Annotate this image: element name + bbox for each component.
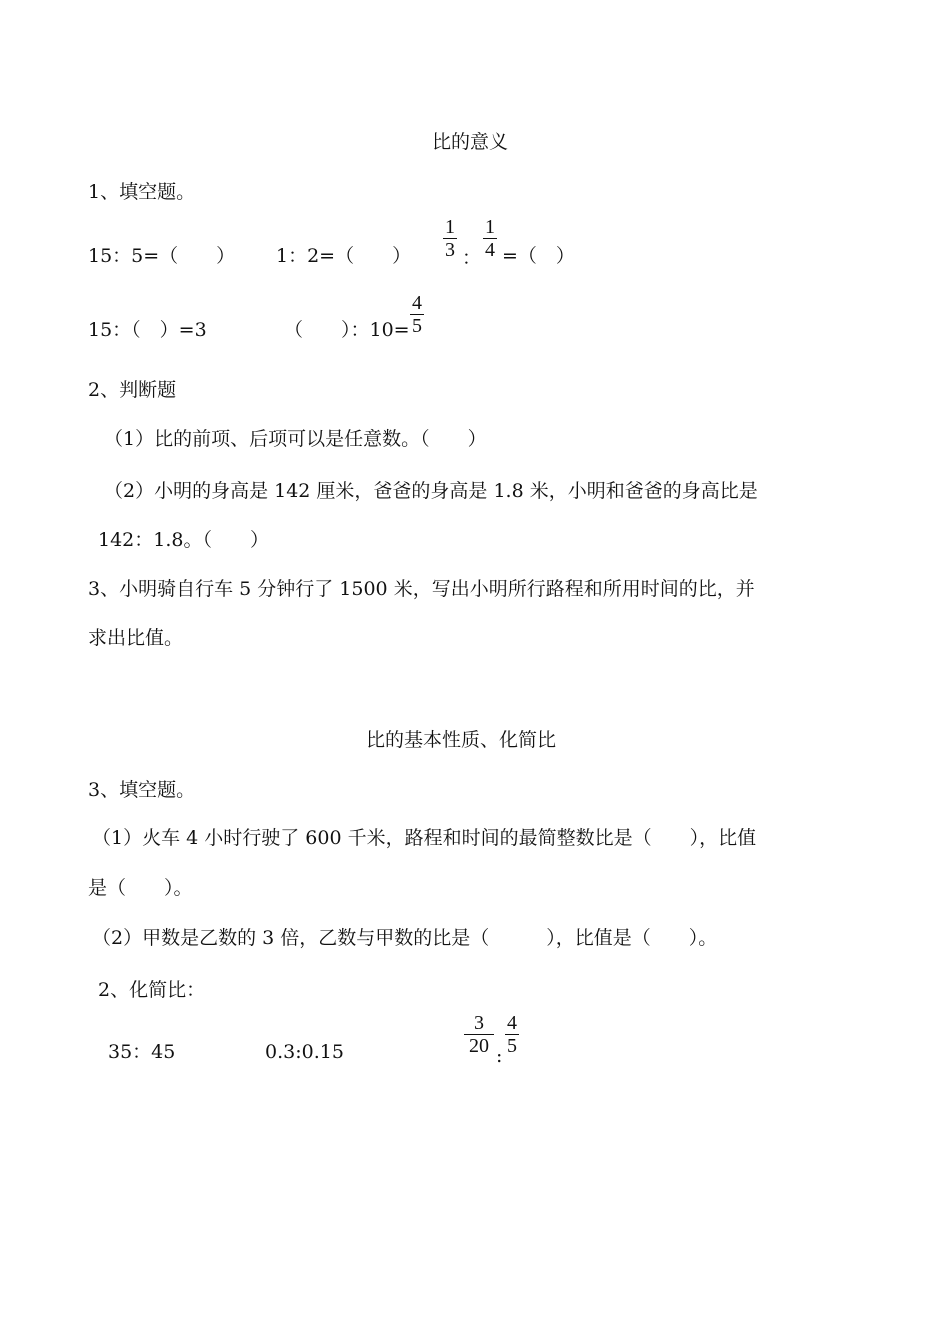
q1-item-4: 15：（ ）=3 [88, 319, 207, 341]
q1-item-1: 15：5=（ ） [88, 245, 236, 267]
section2-title: 比的基本性质、化简比 [366, 729, 557, 751]
fraction: $\frac{1}{3}$ [445, 216, 455, 261]
s2-q2-heading: 2、化简比： [98, 979, 206, 1001]
s2-q3-item-1-cont: 是（ ）。 [88, 877, 193, 899]
q1-item-3: =（ ） [502, 245, 575, 267]
q1-item-2: 1：2=（ ） [276, 245, 412, 267]
q2-heading: 2、判断题 [88, 379, 177, 401]
s2-q3-item-1: （1）火车 4 小时行驶了 600 千米，路程和时间的最简整数比是（ ），比值 [92, 827, 757, 849]
q3-line-2: 求出比值。 [88, 627, 184, 649]
fraction: $\frac{1}{4}$ [485, 216, 495, 261]
fraction: $\frac{3}{20}$ [464, 1012, 494, 1057]
q1-heading: 1、填空题。 [88, 181, 196, 203]
q2-item-2-cont: 142：1.8。（ ） [98, 529, 269, 551]
s2-q3-heading: 3、填空题。 [88, 779, 196, 801]
ratio-colon: ： [462, 247, 482, 269]
q2-item-1: （1）比的前项、后项可以是任意数。（ ） [104, 428, 487, 450]
s2-q3-item-2: （2）甲数是乙数的 3 倍，乙数与甲数的比是（ ），比值是（ ）。 [92, 927, 718, 949]
q1-item-5: （ ）：10= [284, 319, 410, 341]
q2-item-2: （2）小明的身高是 142 厘米，爸爸的身高是 1.8 米，小明和爸爸的身高比是 [104, 480, 758, 502]
s2-q2-item-1: 35：45 [108, 1041, 176, 1063]
fraction: $\frac{4}{5}$ [507, 1012, 517, 1057]
q3-line-1: 3、小明骑自行车 5 分钟行了 1500 米，写出小明所行路程和所用时间的比，并 [88, 578, 755, 600]
fraction: $\frac{4}{5}$ [412, 292, 422, 337]
section1-title: 比的意义 [432, 131, 509, 153]
s2-q2-item-2: 0.3:0.15 [265, 1041, 344, 1063]
ratio-colon: : [496, 1045, 503, 1067]
